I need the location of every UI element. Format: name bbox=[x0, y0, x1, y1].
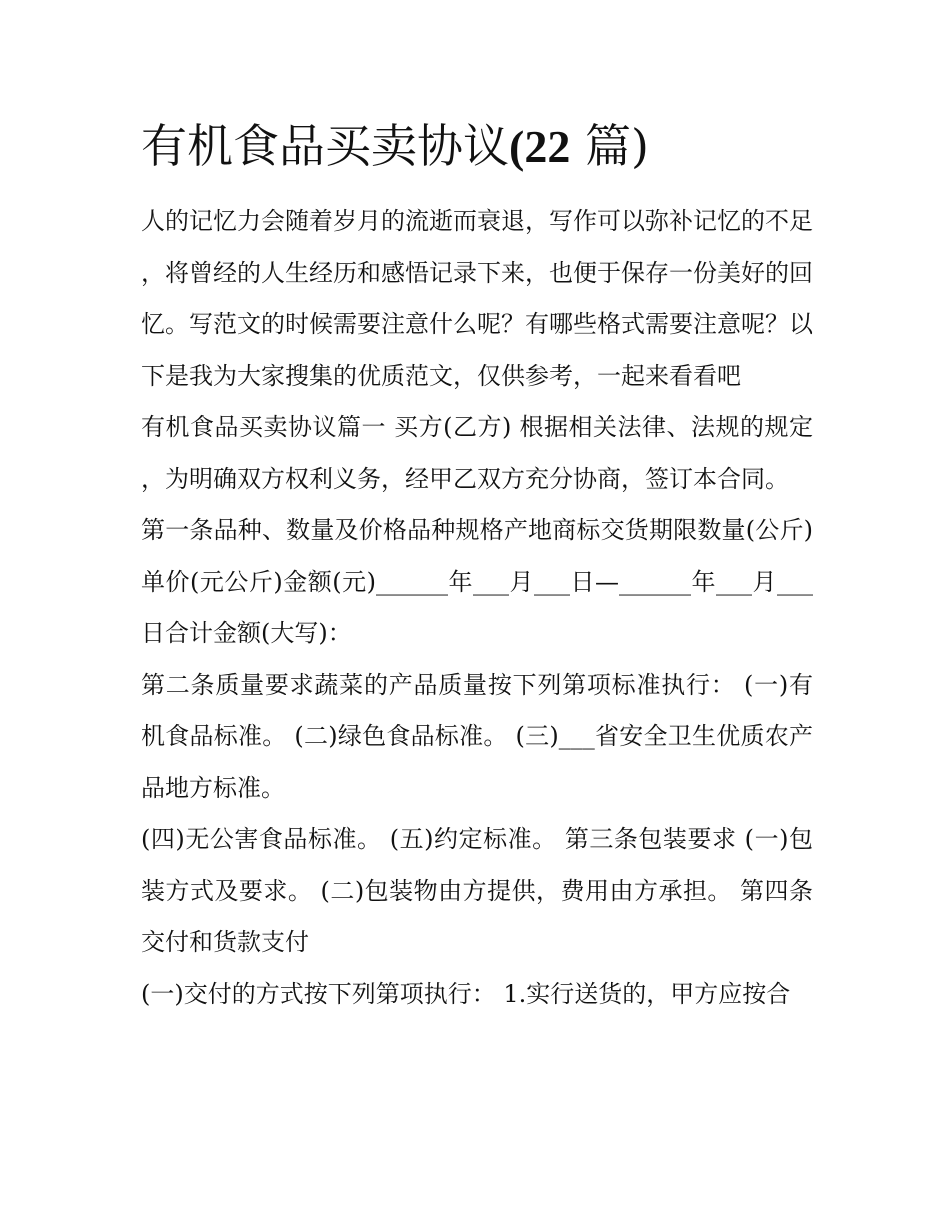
document-title bbox=[141, 116, 821, 177]
title-suffix: 篇) bbox=[584, 119, 649, 173]
paragraph-article-1: 第一条品种、数量及价格品种规格产地商标交货期限数量(公斤)单价(元公斤)金额(元)______年___月___日—______年___月___日合计金额(大写)： bbox=[141, 516, 813, 647]
paragraph-article-4: (一)交付的方式按下列第项执行： 1.实行送货的，甲方应按合 bbox=[141, 979, 791, 1008]
paragraph-agreement-intro: 有机食品买卖协议篇一 买方(乙方) 根据相关法律、法规的规定，为明确双方权利义务，经甲乙双方充分协商，签订本合同。 bbox=[141, 413, 813, 493]
intro-paragraph: 人的记忆力会随着岁月的流逝而衰退，写作可以弥补记忆的不足，将曾经的人生经历和感悟记录下来，也便于保存一份美好的回忆。写范文的时候需要注意什么呢？有哪些格式需要注意呢？以下是我为大家搜集的优质范文，仅供参考，一起来看看吧 bbox=[141, 207, 813, 390]
title-text: 有机食品买卖协议 bbox=[141, 119, 509, 173]
document-body bbox=[141, 196, 813, 1020]
paragraph-article-3: (四)无公害食品标准。 (五)约定标准。 第三条包装要求 (一)包装方式及要求。 (二)包装物由方提供，费用由方承担。 第四条交付和货款支付 bbox=[141, 825, 813, 956]
title-count: (22 bbox=[509, 121, 571, 172]
paragraph-article-2: 第二条质量要求蔬菜的产品质量按下列第项标准执行： (一)有机食品标准。 (二)绿色食品标准。 (三)___省安全卫生优质农产品地方标准。 bbox=[141, 670, 813, 802]
